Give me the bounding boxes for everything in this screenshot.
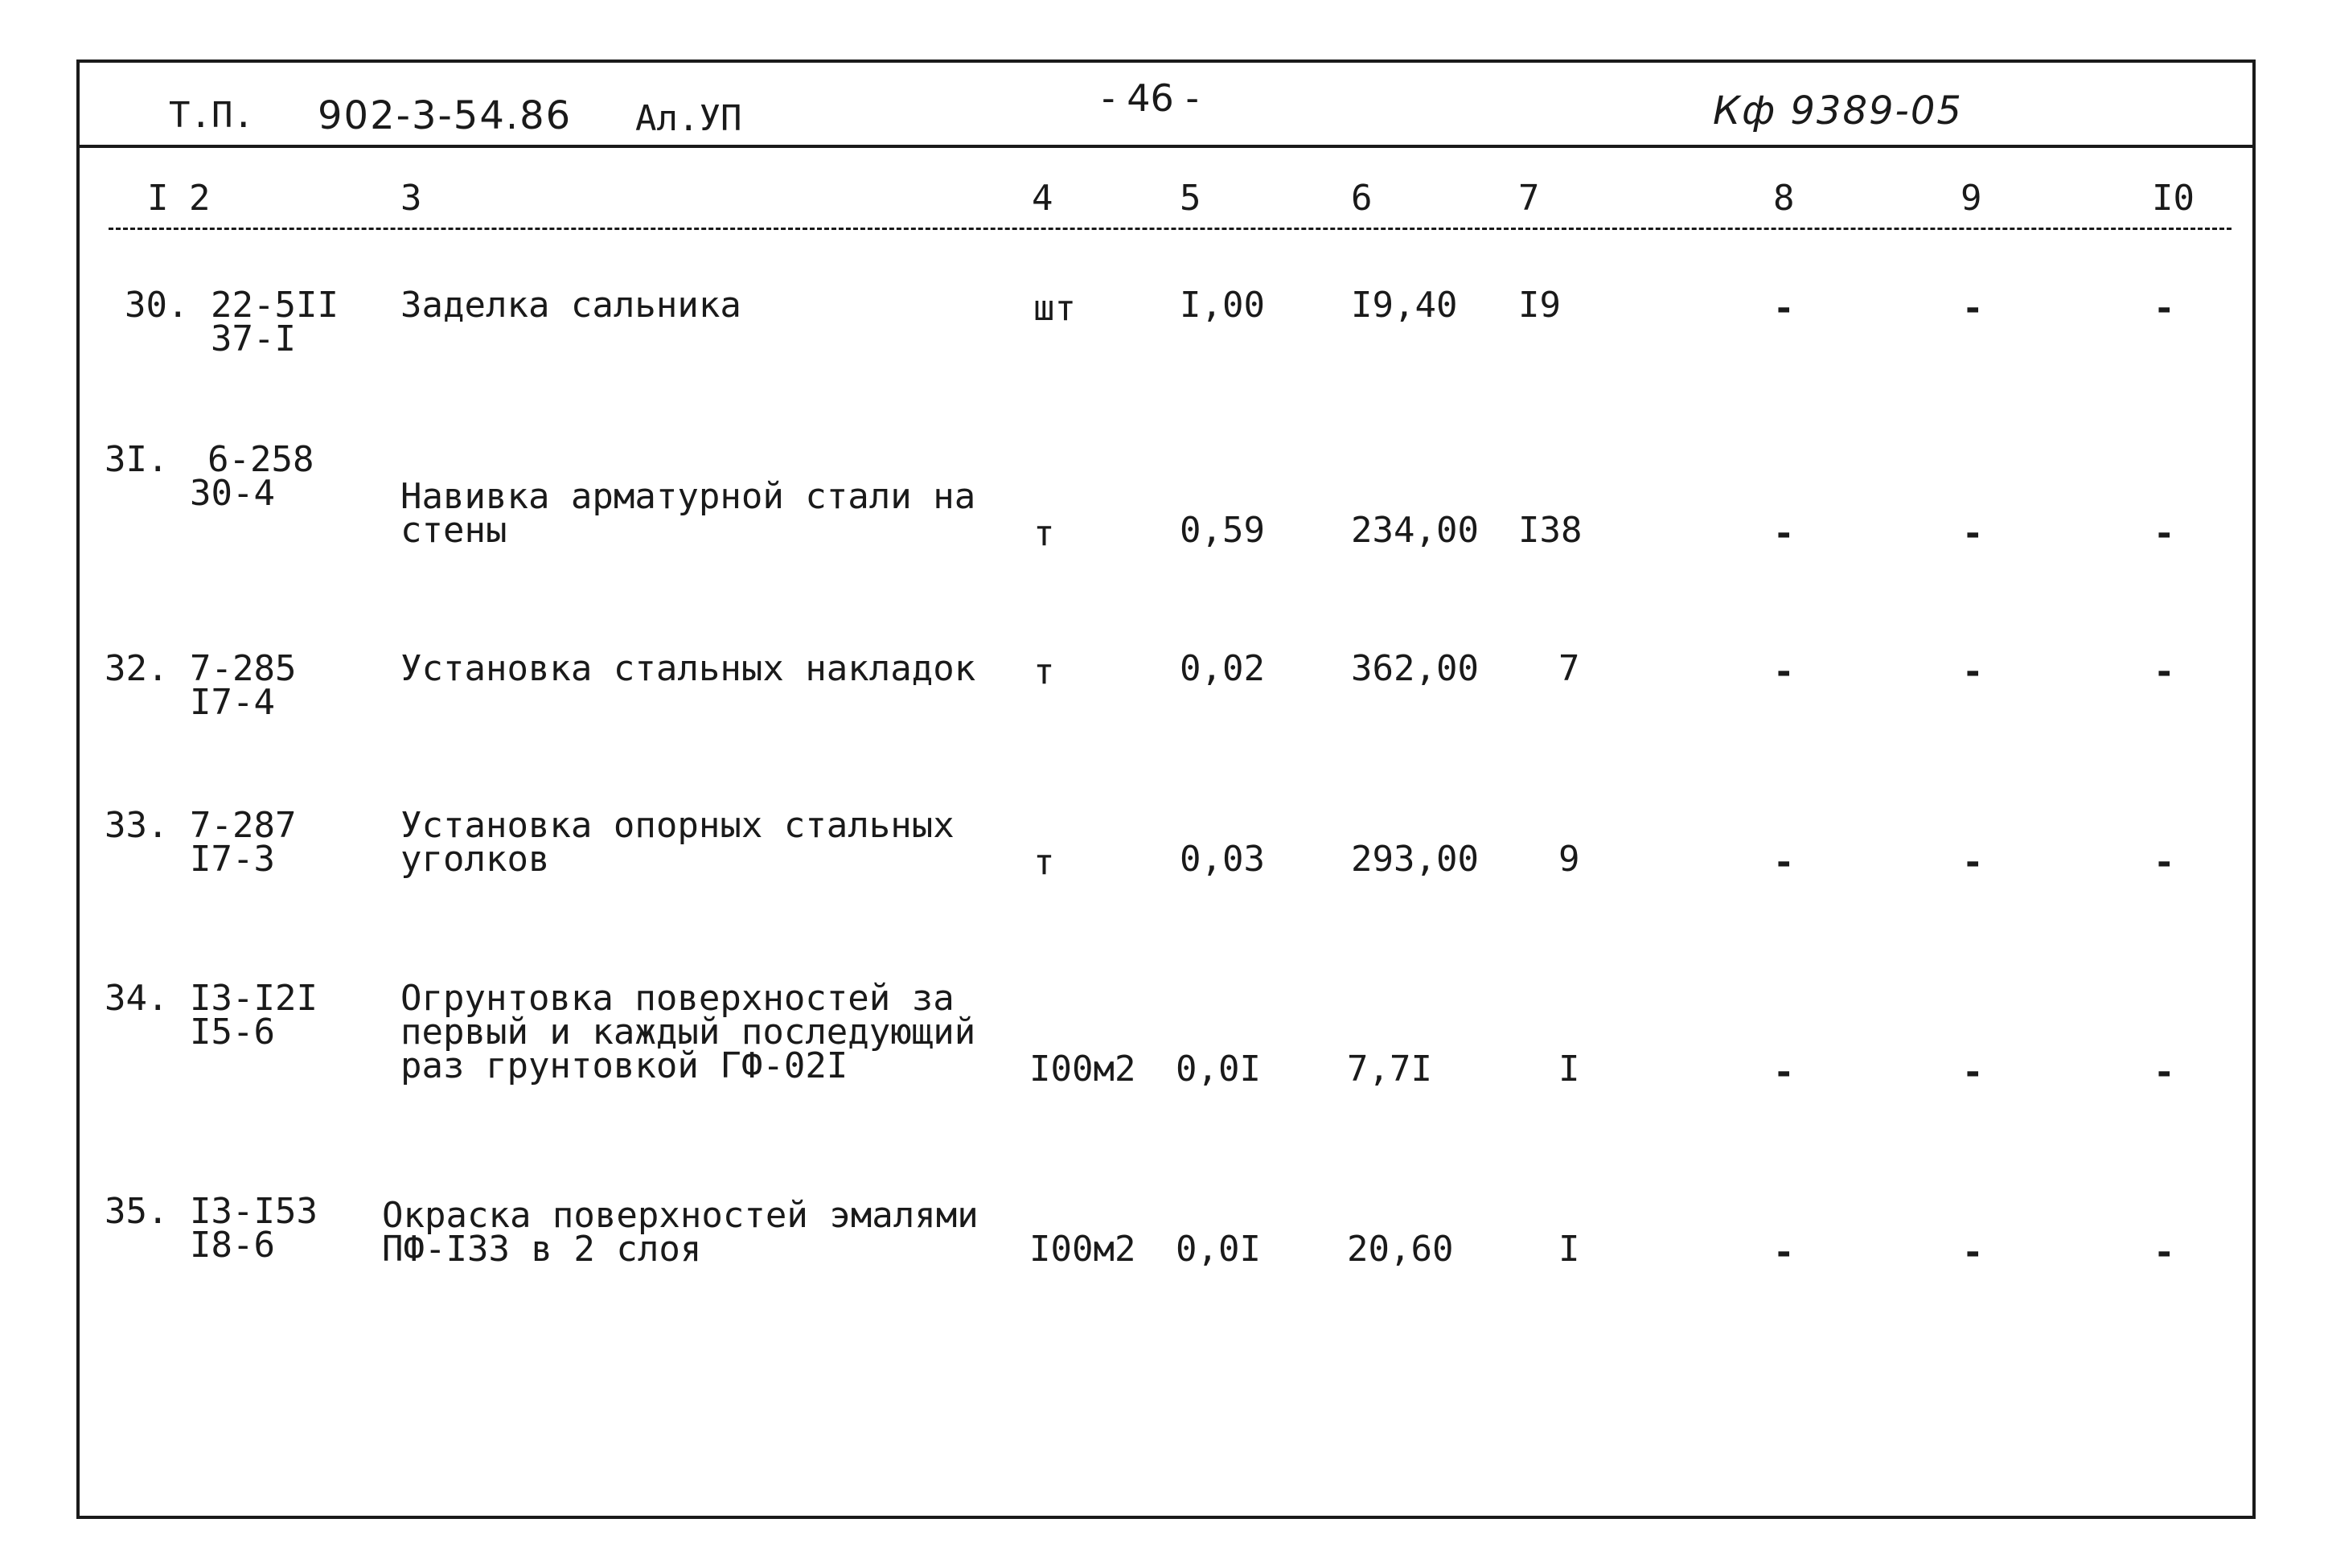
quantity: 0,0I <box>1176 1229 1261 1270</box>
col-header-9: 9 <box>1961 178 1982 219</box>
unit: шт <box>1033 288 1076 329</box>
album-label: Ал.УП <box>635 98 742 139</box>
norm-subcode: I7-3 <box>190 839 275 880</box>
norm-code: I3-I53 <box>190 1191 318 1232</box>
document-stamp: Кф 9389-05 <box>1713 88 1963 133</box>
norm-subcode: I8-6 <box>190 1225 275 1266</box>
col10-value: - <box>2154 288 2175 329</box>
total-cost: I <box>1558 1049 1580 1090</box>
quantity: 0,0I <box>1176 1049 1261 1090</box>
col9-value: - <box>1962 1052 1984 1093</box>
unit: т <box>1033 651 1055 692</box>
unit: I00м2 <box>1029 1049 1136 1090</box>
col-header-2: 2 <box>189 178 211 219</box>
work-description: раз грунтовкой ГФ-02I <box>400 1045 848 1086</box>
header-divider <box>76 145 2256 148</box>
col10-value: - <box>2154 1232 2175 1273</box>
row-number: 30. <box>125 285 189 326</box>
row-number: 3I. <box>105 439 169 480</box>
work-description: первый и каждый последующий <box>400 1012 976 1053</box>
total-cost: I9 <box>1518 285 1561 326</box>
col-header-4: 4 <box>1032 178 1053 219</box>
col-header-1: I <box>147 178 169 219</box>
unit-price: 234,00 <box>1351 510 1479 551</box>
total-cost: I38 <box>1518 510 1583 551</box>
col8-value: - <box>1773 513 1795 554</box>
unit-price: I9,40 <box>1351 285 1458 326</box>
norm-code: 6-258 <box>207 439 314 480</box>
unit: т <box>1033 842 1055 883</box>
norm-subcode: I5-6 <box>190 1012 275 1053</box>
col-header-8: 8 <box>1773 178 1795 219</box>
work-description: Установка стальных накладок <box>400 648 976 689</box>
col10-value: - <box>2154 1052 2175 1093</box>
norm-subcode: 37-I <box>211 318 296 359</box>
column-header-rule <box>109 228 2232 230</box>
total-cost: 7 <box>1558 648 1580 689</box>
col8-value: - <box>1773 288 1795 329</box>
unit-price: 20,60 <box>1347 1229 1454 1270</box>
norm-code: 7-285 <box>190 648 297 689</box>
row-number: 33. <box>105 805 169 846</box>
unit: т <box>1033 513 1055 554</box>
norm-code: I3-I2I <box>190 978 318 1019</box>
unit: I00м2 <box>1029 1229 1136 1270</box>
col9-value: - <box>1962 513 1984 554</box>
col8-value: - <box>1773 1232 1795 1273</box>
norm-code: 22-5II <box>211 285 339 326</box>
norm-code: 7-287 <box>190 805 297 846</box>
document-frame <box>76 60 2256 1519</box>
col-header-5: 5 <box>1180 178 1201 219</box>
col8-value: - <box>1773 842 1795 883</box>
unit-price: 362,00 <box>1351 648 1479 689</box>
quantity: 0,03 <box>1180 839 1265 880</box>
col10-value: - <box>2154 513 2175 554</box>
row-number: 34. <box>105 978 169 1019</box>
work-description: Окраска поверхностей эмалями <box>382 1195 979 1236</box>
row-number: 35. <box>105 1191 169 1232</box>
total-cost: I <box>1558 1229 1580 1270</box>
work-description: Навивка арматурной стали на <box>400 476 976 517</box>
work-description: Заделка сальника <box>400 285 741 326</box>
project-code: 902-3-54.86 <box>318 93 573 138</box>
work-description: стены <box>400 510 507 551</box>
col10-value: - <box>2154 842 2175 883</box>
col8-value: - <box>1773 1052 1795 1093</box>
col-header-7: 7 <box>1518 178 1540 219</box>
page-number: - 46 - <box>1102 76 1199 120</box>
col-header-10: I0 <box>2152 178 2195 219</box>
col9-value: - <box>1962 1232 1984 1273</box>
work-description: Огрунтовка поверхностей за <box>400 978 955 1019</box>
row-number: 32. <box>105 648 169 689</box>
col8-value: - <box>1773 651 1795 692</box>
norm-subcode: I7-4 <box>190 682 275 723</box>
col9-value: - <box>1962 288 1984 329</box>
quantity: 0,02 <box>1180 648 1265 689</box>
col-header-6: 6 <box>1351 178 1373 219</box>
col10-value: - <box>2154 651 2175 692</box>
col9-value: - <box>1962 651 1984 692</box>
tp-label: Т.П. <box>169 95 254 136</box>
quantity: 0,59 <box>1180 510 1265 551</box>
col-header-3: 3 <box>400 178 422 219</box>
norm-subcode: 30-4 <box>190 473 275 514</box>
total-cost: 9 <box>1558 839 1580 880</box>
unit-price: 293,00 <box>1351 839 1479 880</box>
work-description: уголков <box>400 839 550 880</box>
work-description: ПФ-I33 в 2 слоя <box>382 1229 702 1270</box>
work-description: Установка опорных стальных <box>400 805 955 846</box>
quantity: I,00 <box>1180 285 1265 326</box>
unit-price: 7,7I <box>1347 1049 1432 1090</box>
col9-value: - <box>1962 842 1984 883</box>
